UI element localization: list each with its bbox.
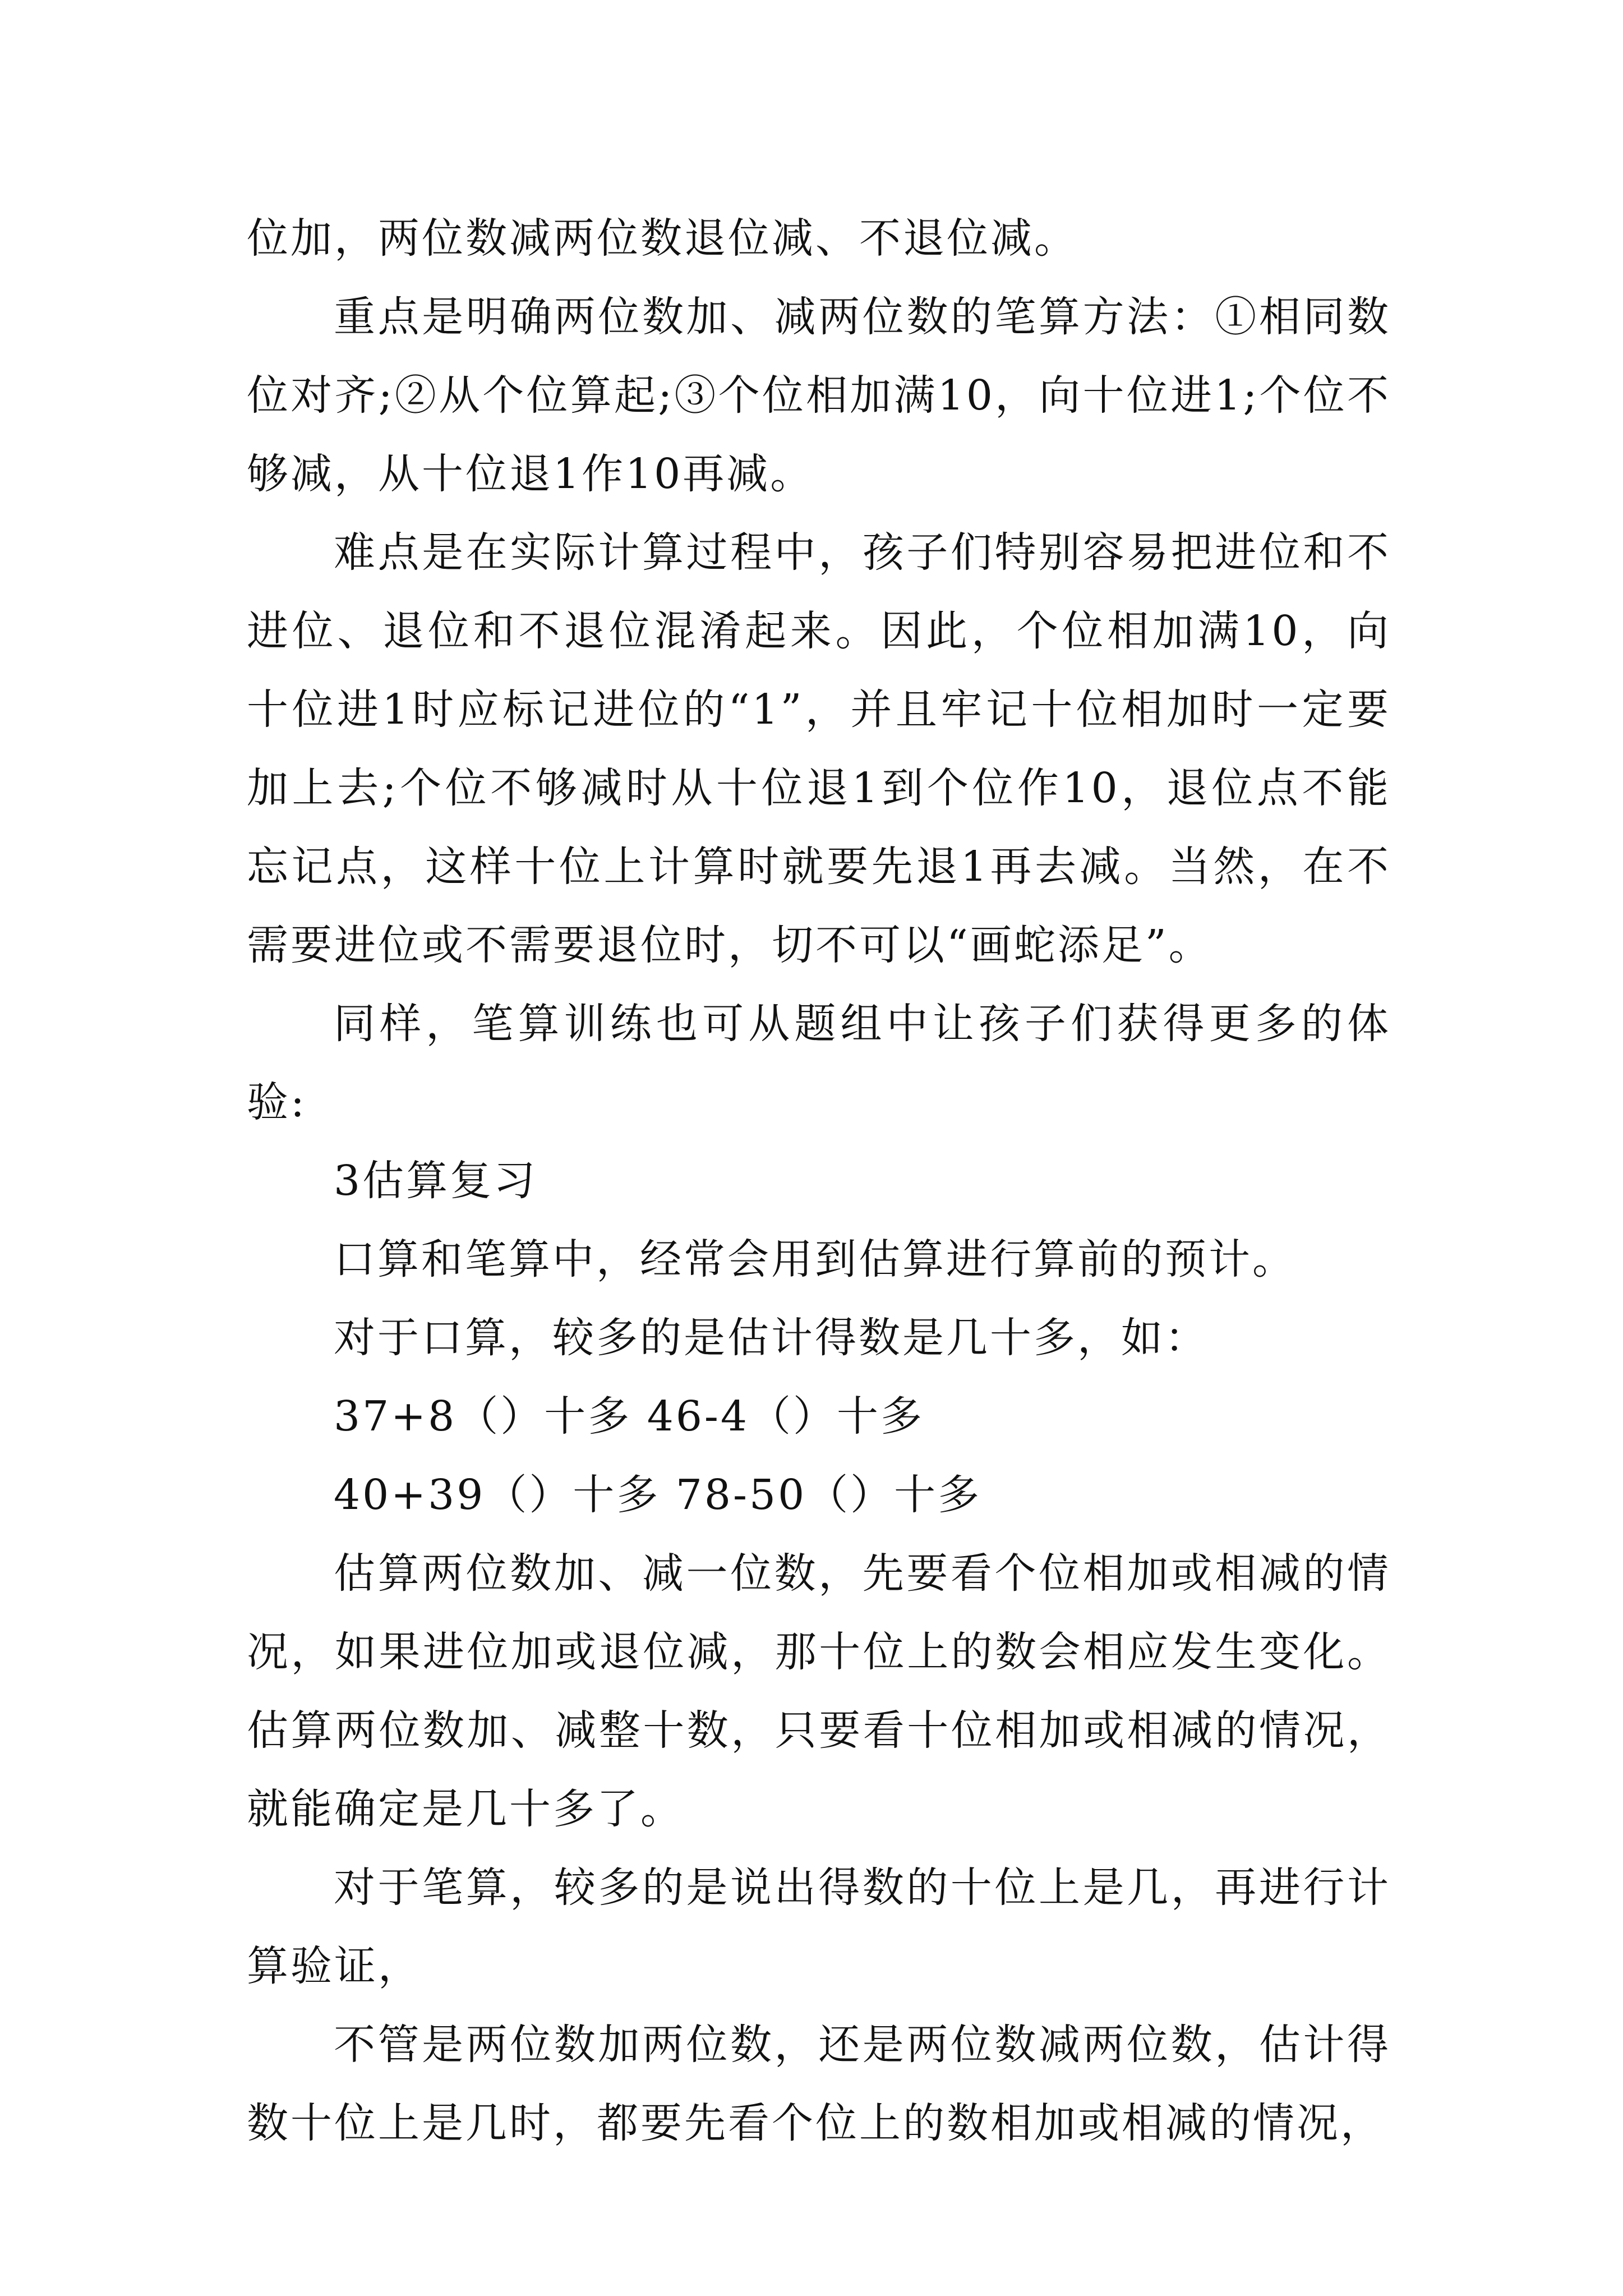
paragraph-4: 同样，笔算训练也可从题组中让孩子们获得更多的体验: bbox=[247, 1000, 1391, 1126]
paragraph-6: 口算和笔算中，经常会用到估算进行算前的预计。 bbox=[334, 1235, 1296, 1283]
paragraph-11: 对于笔算，较多的是说出得数的十位上是几，再进行计算验证， bbox=[247, 1864, 1391, 1990]
paragraph-7: 对于口算，较多的是估计得数是几十多，如： bbox=[334, 1314, 1209, 1362]
exercise-line-1: 37+8（）十多 46-4（）十多 bbox=[334, 1392, 925, 1441]
section-heading: 3估算复习 bbox=[334, 1157, 538, 1205]
paragraph-12: 不管是两位数加两位数，还是两位数减两位数，估计得数十位上是几时，都要先看个位上的数相加或相减的情况， bbox=[247, 2021, 1391, 2147]
paragraph-10: 估算两位数加、减一位数，先要看个位相加或相减的情况，如果进位加或退位减，那十位上的数会相应发生变化。估算两位数加、减整十数，只要看十位相加或相减的情况，就能确定是几十多了。 bbox=[247, 1549, 1391, 1833]
paragraph-2: 重点是明确两位数加、减两位数的笔算方法：①相同数位对齐;②从个位算起;③个位相加满10，向十位进1;个位不够减，从十位退1作10再减。 bbox=[247, 293, 1391, 498]
document-body bbox=[247, 199, 1391, 2162]
paragraph-3: 难点是在实际计算过程中，孩子们特别容易把进位和不进位、退位和不退位混淆起来。因此，个位相加满10，向十位进1时应标记进位的“1”，并且牢记十位相加时一定要加上去;个位不够减时从十位退1到个位作10，退位点不能忘记点，这样十位上计算时就要先退1再去减。当然，在不需要进位或不需要退位时，切不可以“画蛇添足”。 bbox=[247, 528, 1391, 969]
exercise-line-2: 40+39（）十多 78-50（）十多 bbox=[334, 1471, 982, 1519]
paragraph-1: 位加，两位数减两位数退位减、不退位减。 bbox=[247, 214, 1078, 263]
